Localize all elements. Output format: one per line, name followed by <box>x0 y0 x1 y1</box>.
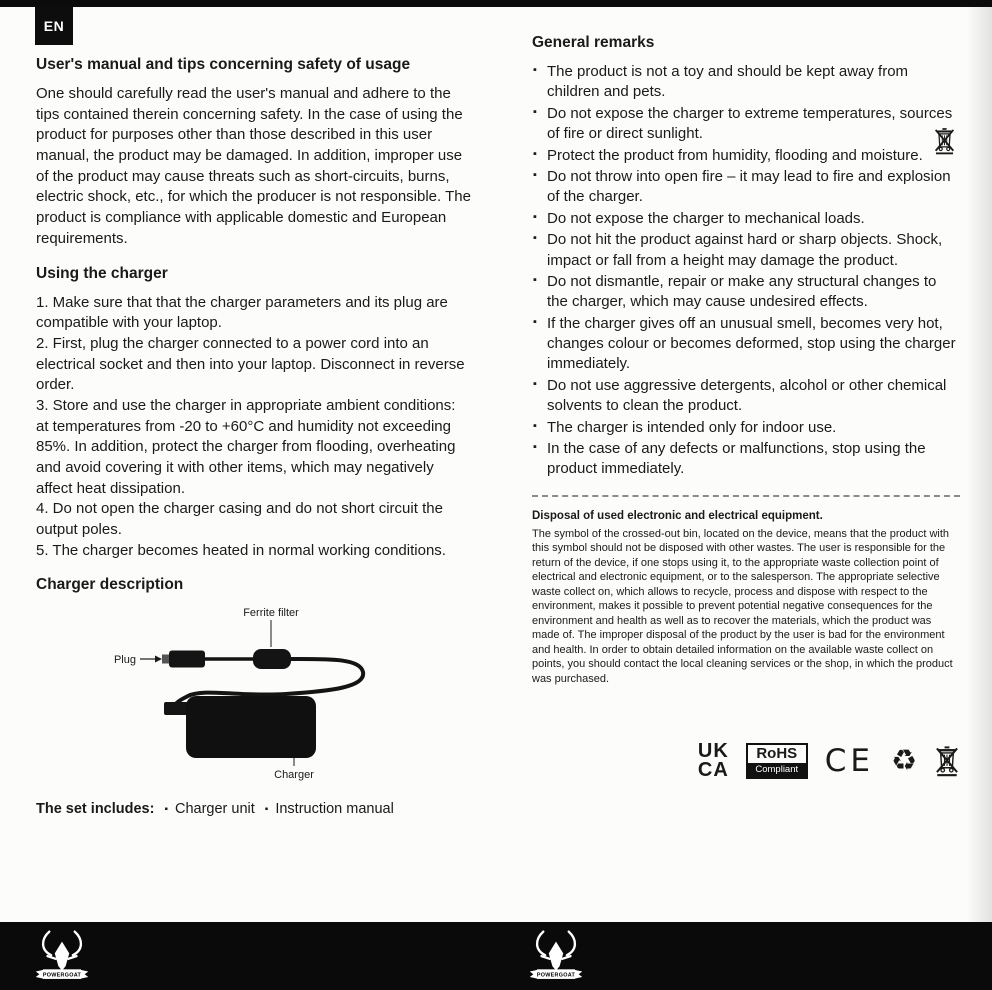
charger-label: Charger <box>274 769 314 782</box>
description-heading: Charger description <box>36 576 184 594</box>
left-column <box>36 56 472 817</box>
remark-item: ▪ The charger is intended only for indoor use. <box>547 418 960 438</box>
dc-connector <box>164 702 188 715</box>
safety-heading: User's manual and tips concerning safety of usage <box>36 56 411 73</box>
plug-arrowhead <box>155 656 162 663</box>
using-steps <box>36 293 472 562</box>
ferrite-filter-icon <box>253 649 291 669</box>
plug-label: Plug <box>113 654 136 667</box>
set-includes-item: ▪ Instruction manual <box>255 801 394 817</box>
remark-item: ▪ If the charger gives off an unusual smell, becomes very hot, changes colour or becomes deformed, stop using the charger immediately. <box>547 314 960 375</box>
remark-item: ▪ Do not dismantle, repair or make any structural changes to the charger, which may cause undesired effects. <box>547 272 960 313</box>
compliance-badges <box>532 742 960 779</box>
rohs-subtitle: Compliant <box>748 763 806 777</box>
remark-item: ▪ Do not use aggressive detergents, alcohol or other chemical solvents to clean the product. <box>547 376 960 417</box>
step-item: 1. Make sure that that the charger parameters and its plug are compatible with your laptop. <box>36 293 448 332</box>
step-item: 4. Do not open the charger casing and do not short circuit the output poles. <box>36 500 443 539</box>
safety-paragraph: One should carefully read the user's manual and adhere to the tips contained therein concerning safety. In the case of using the product for purposes other than those described in this user manual, the product may be damaged. In addition, improper use of the product may cause threats such as short-circuits, burns, electric shock, etc., for which the producer is not responsible. The product is compliance with applicable domestic and European requirements. <box>36 85 471 247</box>
ce-mark: CE <box>824 742 874 779</box>
disposal-heading: Disposal of used electronic and electrical equipment. <box>532 509 823 522</box>
plug-tip <box>162 655 169 664</box>
remark-item: ▪ Do not hit the product against hard or sharp objects. Shock, impact or fall from a height may damage the product. <box>547 230 960 271</box>
ukca-line2: CA <box>697 758 729 781</box>
recycle-icon: ♻ <box>891 743 917 778</box>
rohs-mark <box>746 743 808 780</box>
remark-item: ▪ The product is not a toy and should be kept away from children and pets. <box>547 62 960 103</box>
ukca-line1: UK <box>697 740 729 763</box>
page-edge-shadow <box>966 7 992 922</box>
remark-item: ▪ In the case of any defects or malfunctions, stop using the product immediately. <box>547 439 960 480</box>
charger-diagram <box>36 604 472 789</box>
charger-brick <box>186 696 316 758</box>
set-includes-label: The set includes: <box>36 801 155 818</box>
remark-item: ▪ Do not throw into open fire – it may lead to fire and explosion of the charger. <box>547 167 960 208</box>
top-edge-bar <box>0 0 992 7</box>
rohs-title: RoHS <box>756 744 798 762</box>
footer-bar <box>0 922 992 990</box>
section-divider <box>532 495 960 497</box>
remark-item: ▪ Do not expose the charger to extreme temperatures, sources of fire or direct sunlight. <box>547 104 960 145</box>
weee-bin-icon-top <box>933 126 956 155</box>
right-column <box>532 34 960 779</box>
weee-bin-icon <box>934 744 960 777</box>
remarks-list <box>532 62 960 480</box>
ukca-mark <box>698 742 729 779</box>
step-item: 3. Store and use the charger in appropriate ambient conditions: at temperatures from -20 to +60°C and humidity not exceeding 85%. In addition, protect the charger from flooding, overheating and avoid covering it with other items, which may negatively affect heat dissipation. <box>36 396 456 497</box>
set-includes-item: ▪ Charger unit <box>154 801 254 817</box>
remark-item: ▪ Do not expose the charger to mechanical loads. <box>547 209 960 229</box>
language-badge-label: EN <box>43 18 65 34</box>
remark-item: ▪ Protect the product from humidity, flooding and moisture. <box>547 146 960 166</box>
step-item: 5. The charger becomes heated in normal working conditions. <box>36 541 446 559</box>
powergoat-logo <box>34 928 90 986</box>
step-item: 2. First, plug the charger connected to a power cord into an electrical socket and then into your laptop. Disconnect in reverse order. <box>36 334 465 394</box>
remarks-heading: General remarks <box>532 34 655 51</box>
disposal-paragraph: The symbol of the crossed-out bin, located on the device, means that the product with this symbol should not be disposed with other wastes. The user is responsible for the return of the device, if one stops using it, to the appropriate waste collection point of electrical and electronic equipment, or to the salesperson. The appropriate selective waste collect on, which allows to recycle, process and dispose with respect to the environment, makes it possible to prevent potential negative consequences for the environment and health as well as to recover the materials, which the product was made of. The improper disposal of the product by the user is bad for the environment and health. In order to obtain detailed information on the available waste collect on points, you should contact the local cleaning services or the shop, in which the product was purchased. <box>532 527 953 685</box>
using-heading: Using the charger <box>36 264 168 282</box>
plug-icon <box>169 651 205 668</box>
powergoat-logo <box>528 928 584 986</box>
set-includes-line <box>36 801 472 817</box>
language-badge <box>35 7 73 45</box>
ferrite-filter-label: Ferrite filter <box>243 607 299 620</box>
